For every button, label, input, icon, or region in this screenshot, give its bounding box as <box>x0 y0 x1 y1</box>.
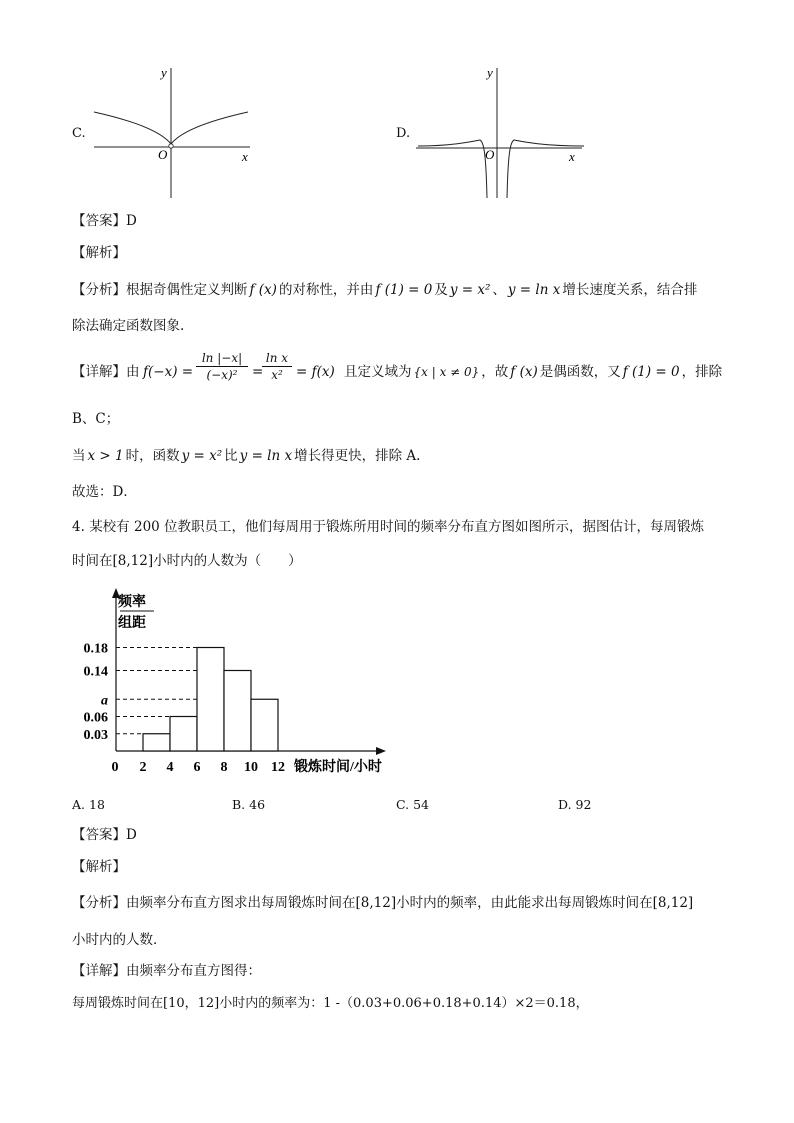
graph-c-origin: O <box>158 147 168 162</box>
q3-frac-1-num: ln |−x| <box>196 351 248 367</box>
histogram-y-tick-label: 0.03 <box>83 727 108 743</box>
q4-option-c-value: 54 <box>413 797 429 812</box>
histogram-y-tick-label: 0.06 <box>83 710 108 726</box>
q3-answer-value: D <box>126 213 137 229</box>
histogram-bar <box>197 648 224 752</box>
q3-xiangjie-text-2: 且定义域为 <box>344 364 412 380</box>
histogram-x-tick-label: 2 <box>139 760 147 775</box>
histogram-y-tick-label: a <box>101 693 108 709</box>
q3-fenxi-text-3: 及 <box>434 282 448 298</box>
q3-frac-2-num: ln x <box>262 351 292 367</box>
q3-f-neg-x: f(−x) = <box>143 364 194 380</box>
q4-option-b <box>232 797 265 812</box>
q4-option-a <box>72 797 105 812</box>
q4-xiangjie-label: 【详解】 <box>72 963 126 979</box>
q3-when-y-lnx: y = ln x <box>239 448 293 464</box>
histogram-x-tick-label: 4 <box>166 760 174 775</box>
q3-fenxi-f1: f (1) = 0 <box>375 282 433 298</box>
q3-xiangjie-f1: f (1) = 0 <box>622 364 680 380</box>
q4-answer <box>72 829 137 843</box>
q4-option-a-value: 18 <box>89 797 105 812</box>
histogram-xlabel: 锻炼时间/小时 <box>294 760 382 775</box>
q3-fenxi-y-x2: y = x² <box>449 282 491 298</box>
graph-c-curve-left <box>94 112 171 144</box>
q3-fenxi-fx: f (x) <box>249 282 277 298</box>
graph-d-x-label: x <box>569 149 575 164</box>
q4-number: 4. <box>72 519 85 535</box>
q3-answer <box>72 215 137 229</box>
q3-xiangjie-text-3: ，故 <box>481 364 509 380</box>
q3-frac-1-den: (−x)² <box>206 368 238 382</box>
histogram-x-tick-label: 0 <box>111 760 119 775</box>
q4-question-line-2 <box>72 555 302 569</box>
q3-domain: {x | x ≠ 0} <box>413 365 480 379</box>
q3-xiangjie-line-2: B、C； <box>72 411 120 427</box>
q3-xiangjie-fx: f (x) <box>510 364 538 380</box>
histogram-x-tick-label: 6 <box>193 760 201 775</box>
q4-option-d <box>558 797 591 812</box>
q3-when-3: 比 <box>224 448 238 464</box>
q4-fenxi-line-1 <box>72 897 693 911</box>
q3-fenxi-text-1: 根据奇偶性定义判断 <box>126 282 248 298</box>
histogram-ylabel-top: 频率 <box>118 595 146 610</box>
histogram-y-tick-label: 0.18 <box>83 641 108 657</box>
graph-d-option-label: D. <box>396 126 411 141</box>
q4-text-1: 某校有 200 位教职员工，他们每周用于锻炼所用时间的频率分布直方图如图所示，据图估计，每周锻炼 <box>89 519 705 535</box>
q4-fenxi-text-2: 小时内的频率，由此能求出每周锻炼时间在 <box>396 895 653 911</box>
q3-x-gt-1: x > 1 <box>87 448 124 464</box>
q4-interval: [8,12] <box>112 553 154 569</box>
q4-text-2a: 时间在 <box>72 553 113 569</box>
graph-c-curve-right <box>171 112 248 144</box>
q3-eq-fx: = f(x) <box>296 364 335 380</box>
graph-d-curve-left <box>418 140 487 198</box>
histogram-y-tick-label: 0.14 <box>83 664 108 680</box>
q4-analysis-label: 【解析】 <box>72 859 126 875</box>
q4-option-c-letter: C. <box>396 797 410 812</box>
histogram-x-tick-label: 12 <box>271 760 285 775</box>
q3-analysis-label: 【解析】 <box>72 245 126 261</box>
q4-last-line: 每周锻炼时间在[10，12]小时内的频率为：1 -（0.03+0.06+0.18+0.14）×2＝0.18， <box>72 996 589 1011</box>
q3-answer-label: 【答案】 <box>72 213 126 229</box>
q3-when-line <box>72 450 420 464</box>
graph-c-y-label: y <box>161 65 167 80</box>
q4-fenxi-interval-2: [8,12] <box>652 895 694 911</box>
q3-eq-1: = <box>252 364 264 380</box>
q3-fenxi-sep: 、 <box>492 282 506 298</box>
graph-d-origin: O <box>485 147 495 162</box>
histogram-x-tick-label: 8 <box>220 760 228 775</box>
q4-fenxi-line-2: 小时内的人数． <box>72 932 167 948</box>
q3-when-y-x2: y = x² <box>181 448 223 464</box>
graph-c-x-label: x <box>242 149 248 164</box>
q4-answer-label: 【答案】 <box>72 827 126 843</box>
graph-d-y-label: y <box>487 65 493 80</box>
graph-c <box>70 60 270 205</box>
q3-frac-2 <box>262 351 292 382</box>
q3-when: 当 <box>72 448 86 464</box>
q4-question-line-1 <box>72 521 704 535</box>
q4-option-b-letter: B. <box>232 797 246 812</box>
graph-d <box>410 60 600 205</box>
q3-when-2: 时，函数 <box>125 448 180 464</box>
q3-fenxi-line-2: 除法确定函数图象. <box>72 318 185 334</box>
q4-option-b-value: 46 <box>249 797 266 812</box>
q3-fenxi-line-1 <box>72 284 697 298</box>
q4-option-d-letter: D. <box>558 797 572 812</box>
q4-xiangjie-text-1: 由频率分布直方图得： <box>126 963 261 979</box>
q4-fenxi-label: 【分析】 <box>72 895 126 911</box>
histogram <box>68 586 418 778</box>
histogram-bar <box>143 734 170 751</box>
histogram-ylabel-bottom: 组距 <box>118 616 146 631</box>
q3-fenxi-y-lnx: y = ln x <box>507 282 561 298</box>
histogram-bar <box>251 699 278 751</box>
q4-option-a-letter: A. <box>72 797 86 812</box>
q3-xiangjie-text-5: ，排除 <box>681 364 723 380</box>
q4-text-2b: 小时内的人数为（ ） <box>153 553 302 569</box>
q3-fenxi-label: 【分析】 <box>72 282 126 298</box>
histogram-x-arrow <box>376 747 386 755</box>
q3-xiangjie-you: 由 <box>126 364 140 380</box>
q4-option-c <box>396 797 429 812</box>
q3-xiangjie-label: 【详解】 <box>72 364 126 380</box>
q3-frac-2-den: x² <box>271 368 283 382</box>
q3-xiangjie-text-4: 是偶函数，又 <box>539 364 621 380</box>
q4-option-d-value: 92 <box>575 797 592 812</box>
q3-fenxi-text-2: 的对称性，并由 <box>278 282 374 298</box>
q4-fenxi-text-1: 由频率分布直方图求出每周锻炼时间在 <box>126 895 356 911</box>
histogram-bar <box>170 717 197 752</box>
q3-when-4: 增长得更快，排除 A. <box>294 448 421 464</box>
q3-fenxi-text-4: 增长速度关系，结合排 <box>562 282 698 298</box>
q4-fenxi-interval-1: [8,12] <box>355 895 397 911</box>
histogram-bar <box>224 671 251 752</box>
histogram-x-tick-label: 10 <box>244 760 258 775</box>
graph-c-option-label: C. <box>72 126 86 141</box>
q3-conclusion: 故选：D． <box>72 484 137 500</box>
q3-xiangjie-line-1-tail <box>344 366 722 380</box>
graph-c-hole <box>169 144 173 148</box>
q4-answer-value: D <box>126 827 137 843</box>
q3-frac-1 <box>196 351 248 382</box>
q4-xiangjie-line-1 <box>72 965 261 979</box>
